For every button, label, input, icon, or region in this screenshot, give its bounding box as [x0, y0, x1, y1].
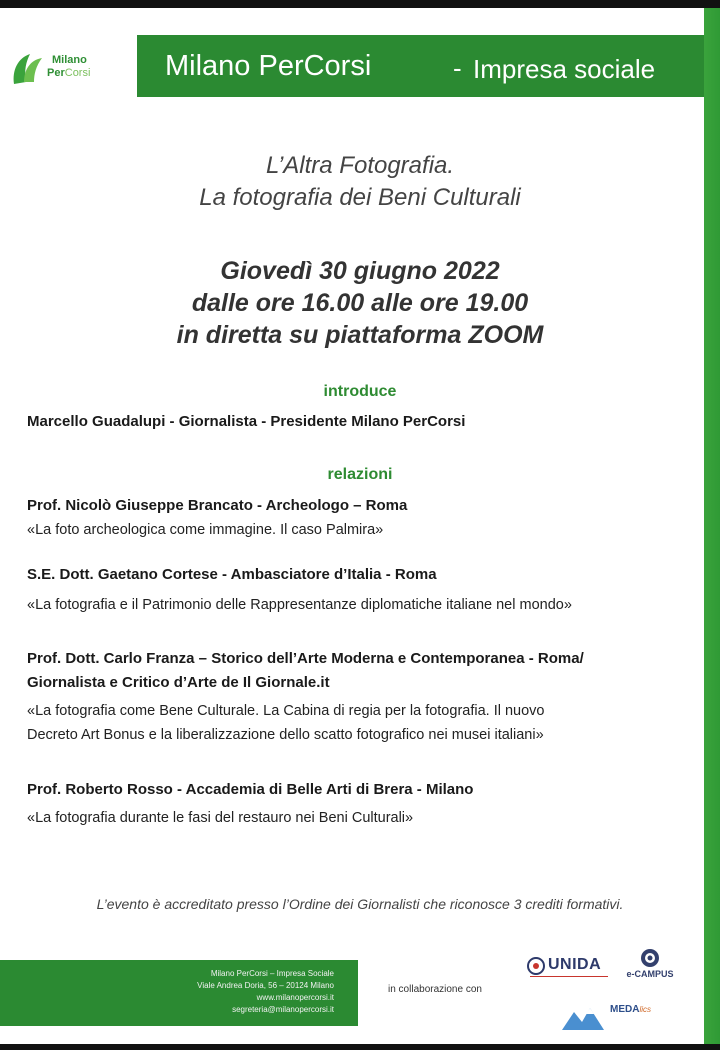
event-date: Giovedì 30 giugno 2022	[220, 257, 500, 285]
speaker-name-line-2: Giornalista e Critico d’Arte de Il Giornale.it	[27, 674, 330, 691]
speaker-name: Prof. Roberto Rosso - Accademia di Belle Arti di Brera - Milano	[27, 781, 474, 798]
relazione-item	[27, 494, 697, 542]
footer-contact-box	[0, 960, 358, 1026]
ecampus-logo	[621, 948, 679, 988]
event-title-line-2: La fotografia dei Beni Culturali	[199, 184, 521, 211]
collaboration-label: in collaborazione con	[388, 984, 482, 995]
talk-title: «La fotografia e il Patrimonio delle Rappresentanze diplomatiche italiane nel mondo»	[27, 597, 572, 613]
talk-title: «La fotografia durante le fasi del restauro nei Beni Culturali»	[27, 810, 414, 826]
milano-percorsi-logo	[8, 48, 123, 88]
speaker-name: Prof. Nicolò Giuseppe Brancato - Archeologo – Roma	[27, 497, 408, 514]
ecampus-text: e-CAMPUS	[626, 969, 674, 979]
accreditation-note: L’evento è accreditato presso l’Ordine dei Giornalisti che riconosce 3 crediti formativi.	[96, 896, 624, 912]
unida-emblem-icon	[526, 956, 546, 976]
introduce-heading: introduce	[323, 383, 397, 400]
event-title-line-1: L’Altra Fotografia.	[265, 152, 455, 179]
talk-title: «La foto archeologica come immagine. Il caso Palmira»	[27, 522, 384, 538]
event-title	[0, 150, 720, 214]
medalics-logo	[560, 1000, 670, 1034]
relazione-item	[27, 563, 697, 617]
leaf-logo-icon	[8, 48, 48, 88]
ecampus-emblem-icon	[640, 948, 660, 968]
relazioni-heading: relazioni	[327, 466, 393, 483]
logo-text-percorsi: PerCorsi	[47, 67, 91, 79]
unida-logo	[526, 954, 608, 984]
top-border	[0, 0, 720, 8]
relazione-item	[27, 778, 697, 830]
speaker-name-line-1: Prof. Dott. Carlo Franza – Storico dell’Arte Moderna e Contemporanea - Roma/	[27, 650, 584, 667]
header-banner	[137, 35, 704, 97]
footer-email-link[interactable]: segreteria@milanopercorsi.it	[232, 1005, 334, 1014]
event-date-block	[0, 255, 720, 351]
talk-title-line-1: «La fotografia come Bene Culturale. La Cabina di regia per la fotografia. Il nuovo	[27, 703, 545, 719]
relazione-item	[27, 647, 697, 747]
footer-org-name: Milano PerCorsi – Impresa Sociale	[210, 969, 334, 978]
unida-underline	[530, 976, 608, 977]
footer-address: Viale Andrea Doria, 56 – 20124 Milano	[197, 981, 334, 990]
introduce-speaker: Marcello Guadalupi - Giornalista - Presidente Milano PerCorsi	[27, 413, 466, 430]
talk-title-line-2: Decreto Art Bonus e la liberalizzazione dello scatto fotografico nei musei italiani»	[27, 727, 544, 743]
logo-text-milano: Milano	[52, 54, 87, 66]
header-title: Milano PerCorsi	[165, 50, 372, 82]
speaker-name: S.E. Dott. Gaetano Cortese - Ambasciatore d’Italia - Roma	[27, 566, 437, 583]
mountain-icon	[560, 1002, 606, 1032]
introduce-speaker-block	[27, 410, 697, 434]
medalics-text: MEDAlics	[610, 1004, 652, 1015]
event-time: dalle ore 16.00 alle ore 19.00	[191, 289, 529, 317]
unida-text: UNIDA	[548, 956, 602, 973]
header-subtitle: Impresa sociale	[473, 54, 656, 84]
header-separator: -	[453, 53, 462, 83]
event-platform: in diretta su piattaforma ZOOM	[176, 321, 544, 349]
bottom-border	[0, 1044, 720, 1050]
footer-website-link[interactable]: www.milanopercorsi.it	[256, 993, 334, 1002]
